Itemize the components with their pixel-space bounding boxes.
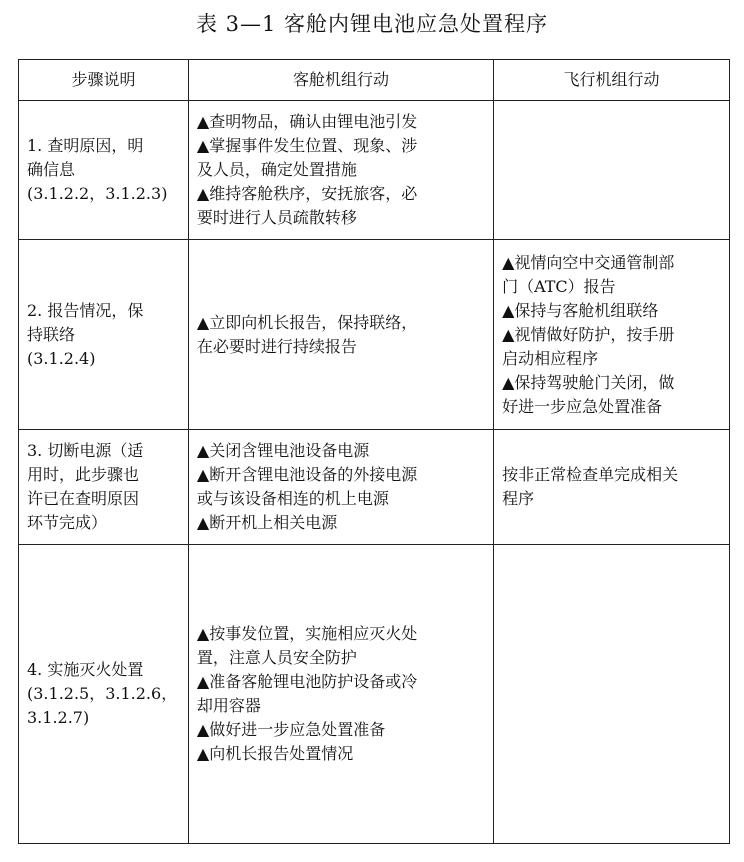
cabin-action-line: ▲立即向机长报告，保持联络， bbox=[196, 312, 418, 332]
step-line: (3.1.2.5，3.1.2.6， bbox=[27, 684, 178, 703]
header-cabin-crew: 客舱机组行动 bbox=[188, 60, 493, 101]
procedure-table bbox=[18, 59, 730, 844]
cabin-action-line: 却用容器 bbox=[196, 696, 261, 715]
cabin-action-cell bbox=[188, 240, 493, 430]
flight-action-line: ▲视情做好防护，按手册 bbox=[502, 324, 675, 344]
table-row bbox=[19, 430, 730, 545]
step-line: 1. 查明原因，明 bbox=[27, 136, 144, 155]
cabin-action-line: ▲准备客舱锂电池防护设备或冷 bbox=[196, 672, 418, 691]
table-row bbox=[19, 545, 730, 844]
step-line: 3.1.2.7) bbox=[27, 708, 90, 727]
step-line: 许已在查明原因 bbox=[27, 489, 140, 508]
cabin-action-line: ▲查明物品，确认由锂电池引发 bbox=[196, 112, 418, 131]
table-title: 表 3—1 客舱内锂电池应急处置程序 bbox=[195, 12, 549, 36]
cabin-action-cell bbox=[188, 430, 493, 545]
cabin-action-line: 在必要时进行持续报告 bbox=[196, 336, 357, 356]
cabin-action-line: ▲向机长报告处置情况 bbox=[196, 744, 354, 763]
step-line: (3.1.2.2，3.1.2.3) bbox=[27, 184, 168, 203]
flight-action-line: 好进一步应急处置准备 bbox=[502, 396, 663, 416]
flight-action-line: 启动相应程序 bbox=[502, 348, 599, 368]
step-line: 确信息 bbox=[27, 160, 76, 179]
header-step: 步骤说明 bbox=[19, 60, 189, 101]
cabin-action-line: ▲做好进一步应急处置准备 bbox=[196, 720, 386, 739]
cabin-action-line: ▲维持客舱秩序，安抚旅客，必 bbox=[196, 184, 418, 203]
step-line: (3.1.2.4) bbox=[27, 348, 96, 368]
cabin-action-line: ▲断开机上相关电源 bbox=[196, 513, 338, 532]
cabin-action-line: ▲掌握事件发生位置、现象、涉 bbox=[196, 136, 418, 155]
cabin-action-line: 置，注意人员安全防护 bbox=[196, 648, 357, 667]
flight-action-cell bbox=[494, 545, 730, 844]
flight-action-cell bbox=[494, 240, 730, 430]
cabin-action-line: 或与该设备相连的机上电源 bbox=[196, 489, 389, 508]
step-line: 用时，此步骤也 bbox=[27, 465, 140, 484]
cabin-action-line: ▲关闭含锂电池设备电源 bbox=[196, 441, 370, 460]
flight-action-cell bbox=[494, 101, 730, 240]
flight-action-line: ▲视情向空中交通管制部 bbox=[502, 252, 675, 272]
step-cell bbox=[19, 545, 189, 844]
cabin-action-line: 要时进行人员疏散转移 bbox=[196, 208, 357, 227]
step-line: 持联络 bbox=[27, 324, 76, 344]
flight-action-cell bbox=[494, 430, 730, 545]
flight-action-line: ▲保持驾驶舱门关闭，做 bbox=[502, 372, 675, 392]
flight-action-line: 门（ATC）报告 bbox=[502, 276, 616, 296]
flight-action-line: 程序 bbox=[502, 489, 535, 508]
step-cell bbox=[19, 430, 189, 545]
table-header-row bbox=[19, 60, 730, 101]
header-flight-crew: 飞行机组行动 bbox=[494, 60, 730, 101]
flight-action-line: ▲保持与客舱机组联络 bbox=[502, 300, 659, 320]
table-row bbox=[19, 101, 730, 240]
cabin-action-line: ▲断开含锂电池设备的外接电源 bbox=[196, 465, 418, 484]
cabin-action-cell bbox=[188, 545, 493, 844]
cabin-action-cell bbox=[188, 101, 493, 240]
step-cell bbox=[19, 101, 189, 240]
step-cell bbox=[19, 240, 189, 430]
step-line: 4. 实施灭火处置 bbox=[27, 660, 144, 679]
flight-action-line: 按非正常检查单完成相关 bbox=[502, 465, 679, 484]
table-row bbox=[19, 240, 730, 430]
cabin-action-line: ▲按事发位置，实施相应灭火处 bbox=[196, 624, 418, 643]
step-line: 2. 报告情况，保 bbox=[27, 300, 144, 320]
step-line: 环节完成） bbox=[27, 513, 108, 532]
cabin-action-line: 及人员，确定处置措施 bbox=[196, 160, 357, 179]
step-line: 3. 切断电源（适 bbox=[27, 441, 144, 460]
